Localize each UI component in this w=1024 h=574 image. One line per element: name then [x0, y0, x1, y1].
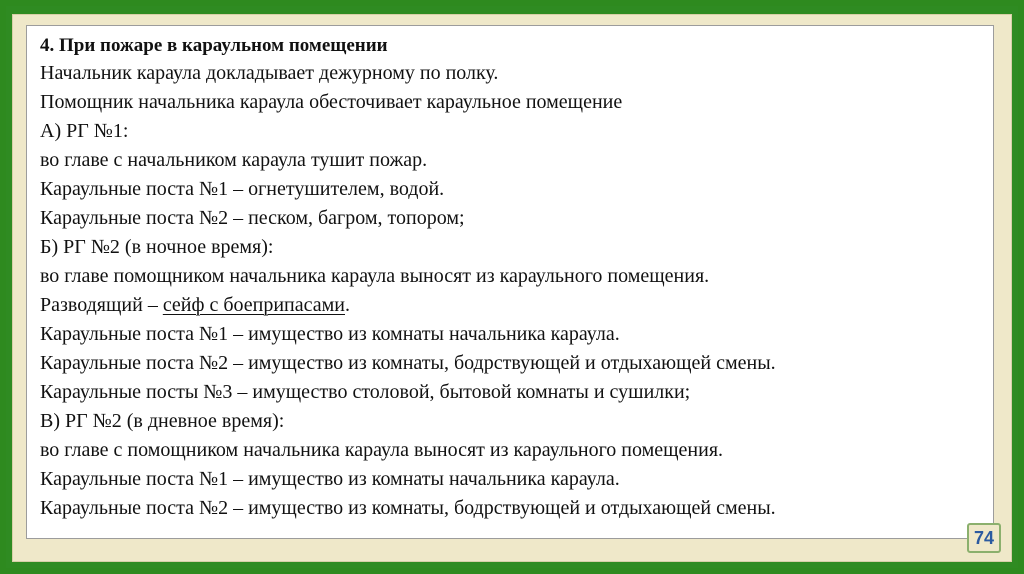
text-line-1: Начальник караула докладывает дежурному по полку. [40, 62, 499, 84]
text-line-9 [40, 291, 983, 320]
text-line-11: Караульные поста №2 – имущество из комнаты, бодрствующей и отдыхающей смены. [40, 352, 776, 374]
underlined-line-prefix: Разводящий – [40, 294, 163, 316]
text-line-7: Б) РГ №2 (в ночное время): [40, 236, 274, 258]
slide-paper [12, 14, 1012, 562]
text-line-14: во главе с помощником начальника караула выносят из караульного помещения. [40, 439, 724, 461]
text-line-8: во главе помощником начальника караула выносят из караульного помещения. [40, 265, 710, 287]
text-line-3: А) РГ №1: [40, 120, 129, 142]
page-number: 74 [967, 523, 1001, 553]
text-line-4: во главе с начальником караула тушит пожар. [40, 149, 428, 171]
text-line-5: Караульные поста №1 – огнетушителем, водой. [40, 178, 445, 200]
slide-frame [6, 6, 1018, 568]
safe-with-ammunition-text: сейф с боеприпасами [162, 294, 345, 316]
text-line-16: Караульные поста №2 – имущество из комнаты, бодрствующей и отдыхающей смены. [40, 497, 776, 519]
slide-heading: 4. При пожаре в караульном помещении [40, 35, 388, 56]
content-box [26, 25, 994, 539]
text-line-2: Помощник начальника караула обесточивает караульное помещение [40, 91, 623, 113]
text-line-12: Караульные посты №3 – имущество столовой, бытовой комнаты и сушилки; [40, 381, 691, 403]
text-line-10: Караульные поста №1 – имущество из комнаты начальника караула. [40, 323, 620, 345]
text-line-6: Караульные поста №2 – песком, багром, топором; [40, 207, 465, 229]
text-line-15: Караульные поста №1 – имущество из комнаты начальника караула. [40, 468, 620, 490]
text-line-13: В) РГ №2 (в дневное время): [40, 410, 285, 432]
underlined-line-suffix: . [345, 294, 350, 316]
